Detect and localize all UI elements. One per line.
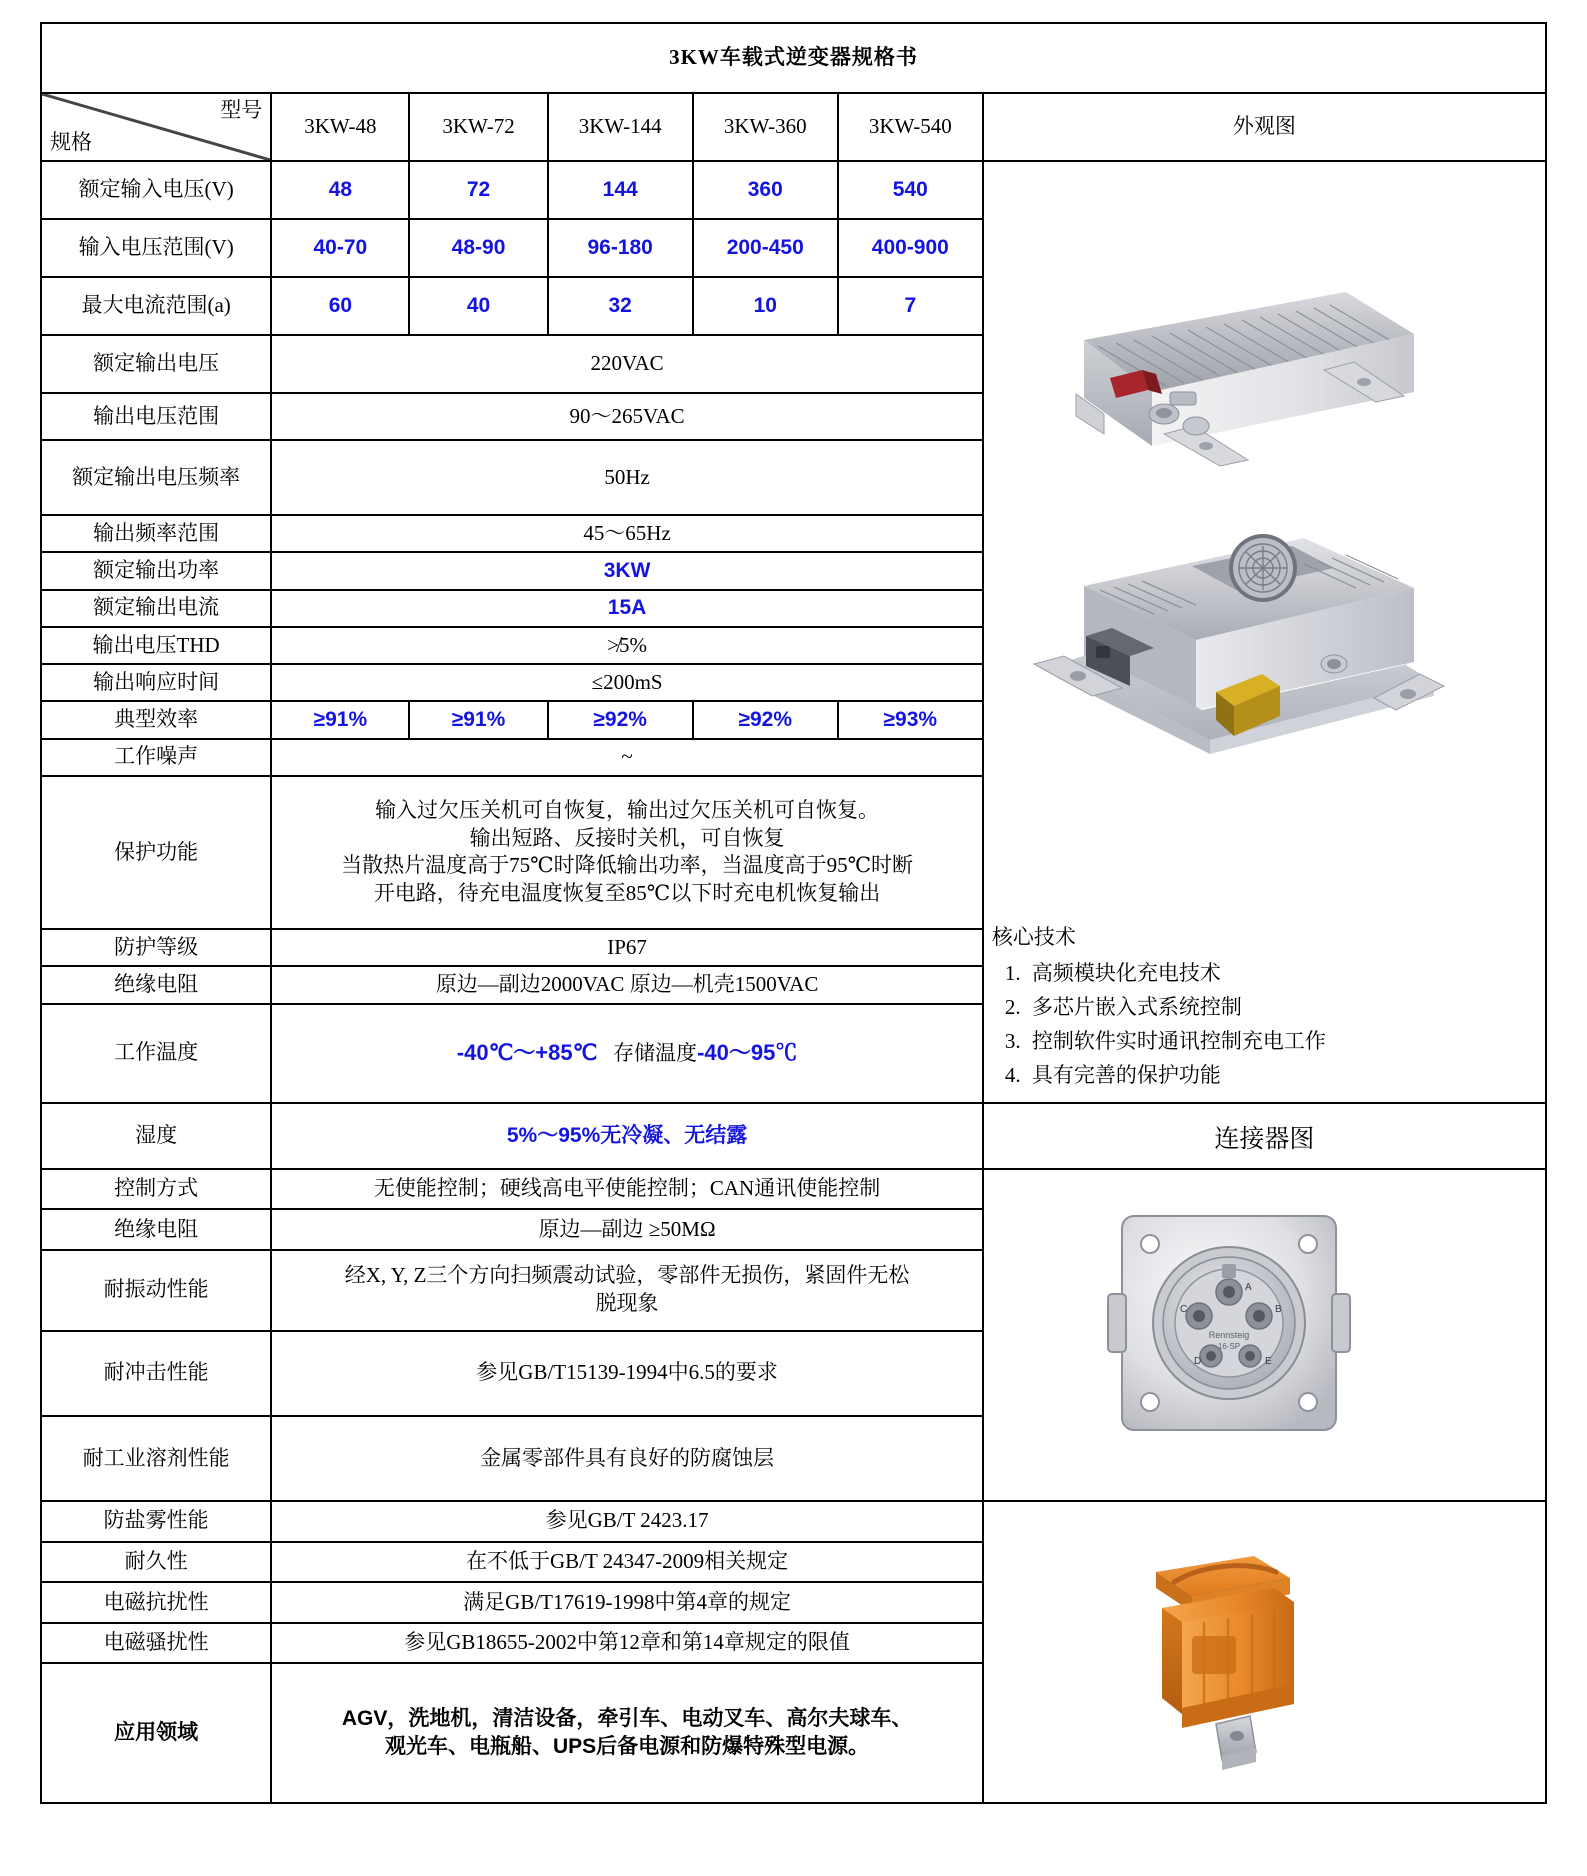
value-control-mode: 无使能控制；硬线高电平使能控制；CAN通讯使能控制	[271, 1169, 983, 1209]
label-protection: 保护功能	[41, 776, 271, 929]
value-typical-efficiency-4: ≥92%	[693, 701, 838, 738]
label-output-frequency-range: 输出频率范围	[41, 515, 271, 552]
value-rated-input-voltage-1: 48	[271, 161, 409, 219]
model-column-2: 3KW-72	[409, 93, 547, 161]
application-line-1: AGV，洗地机，清洁设备，牵引车、电动叉车、高尔夫球车、	[341, 1707, 913, 1731]
value-emc-emission: 参见GB18655-2002中第12章和第14章规定的限值	[271, 1623, 983, 1664]
label-salt-spray: 防盐雾性能	[41, 1501, 271, 1542]
value-rated-input-voltage-5: 540	[838, 161, 983, 219]
connector-panel-title-cell	[983, 1103, 1546, 1169]
core-technology-title: 核心技术	[991, 924, 1076, 949]
label-rated-input-voltage: 额定输入电压(V)	[41, 161, 271, 219]
value-rated-input-voltage-3: 144	[548, 161, 693, 219]
value-working-temperature	[271, 1004, 983, 1103]
value-rated-input-voltage-4: 360	[693, 161, 838, 219]
value-typical-efficiency-3: ≥92%	[548, 701, 693, 738]
value-max-current-range-3: 32	[548, 277, 693, 335]
value-input-voltage-range-3: 96-180	[548, 219, 693, 277]
value-input-voltage-range-4: 200-450	[693, 219, 838, 277]
label-vibration-resistance: 耐振动性能	[41, 1250, 271, 1331]
label-rated-output-voltage: 额定输出电压	[41, 335, 271, 393]
value-shock-resistance: 参见GB/T15139-1994中6.5的要求	[271, 1331, 983, 1416]
appearance-media-inner	[984, 162, 1545, 1102]
value-solvent-resistance: 金属零部件具有良好的防腐蚀层	[271, 1416, 983, 1501]
label-insulation-resistance-1: 绝缘电阻	[41, 966, 271, 1003]
value-application	[271, 1663, 983, 1803]
specification-table	[40, 22, 1547, 1804]
inverter-photo-finned	[1024, 274, 1434, 524]
label-output-voltage-thd: 输出电压THD	[41, 627, 271, 664]
model-header-row	[41, 93, 1546, 161]
application-line-2: 观光车、电瓶船、UPS后备电源和防爆特殊型电源。	[384, 1735, 870, 1759]
protection-line-1: 输入过欠压关机可自恢复，输出过欠压关机可自恢复。	[375, 798, 880, 823]
inverter-photo-fan	[1004, 514, 1454, 804]
label-typical-efficiency: 典型效率	[41, 701, 271, 738]
label-application: 应用领域	[41, 1663, 271, 1803]
value-rated-output-voltage: 220VAC	[271, 335, 983, 393]
svg-text:B: B	[1274, 1304, 1282, 1315]
value-input-voltage-range-5: 400-900	[838, 219, 983, 277]
model-column-4: 3KW-360	[693, 93, 838, 161]
value-insulation-resistance-2: 原边—副边 ≥50MΩ	[271, 1209, 983, 1249]
label-input-voltage-range: 输入电压范围(V)	[41, 219, 271, 277]
row-salt-spray	[41, 1501, 1546, 1542]
vibration-line-1: 经X, Y, Z三个方向扫频震动试验，零部件无损伤，紧固件无松	[344, 1263, 910, 1288]
protection-line-2: 输出短路、反接时关机，可自恢复	[469, 825, 785, 850]
label-insulation-resistance-2: 绝缘电阻	[41, 1209, 271, 1249]
connector-panel-title: 连接器图	[1214, 1125, 1315, 1153]
svg-text:A: A	[1244, 1282, 1252, 1293]
value-working-noise: ~	[271, 739, 983, 776]
value-typical-efficiency-2: ≥91%	[409, 701, 547, 738]
model-column-5: 3KW-540	[838, 93, 983, 161]
value-output-frequency-range: 45～65Hz	[271, 515, 983, 552]
value-protection-grade: IP67	[271, 929, 983, 966]
value-max-current-range-5: 7	[838, 277, 983, 335]
page-title: 3KW车载式逆变器规格书	[41, 23, 1546, 93]
value-protection	[271, 776, 983, 929]
orange-connector-image-cell	[983, 1501, 1546, 1803]
label-emc-immunity: 电磁抗扰性	[41, 1582, 271, 1623]
value-humidity: 5%～95%无冷凝、无结露	[271, 1103, 983, 1169]
value-output-response-time: ≤200mS	[271, 664, 983, 701]
label-protection-grade: 防护等级	[41, 929, 271, 966]
label-control-mode: 控制方式	[41, 1169, 271, 1209]
value-input-voltage-range-2: 48-90	[409, 219, 547, 277]
value-emc-immunity: 满足GB/T17619-1998中第4章的规定	[271, 1582, 983, 1623]
value-salt-spray: 参见GB/T 2423.17	[271, 1501, 983, 1542]
vibration-line-2: 脱现象	[595, 1291, 659, 1316]
appearance-panel-title: 外观图	[983, 93, 1546, 161]
storage-temperature-label: 存储温度	[613, 1041, 698, 1066]
protection-line-3: 当散热片温度高于75℃时降低输出功率，当温度高于95℃时断	[341, 853, 914, 878]
value-vibration-resistance	[271, 1250, 983, 1331]
connector-image-cell	[983, 1169, 1546, 1501]
value-max-current-range-1: 60	[271, 277, 409, 335]
label-output-response-time: 输出响应时间	[41, 664, 271, 701]
svg-text:C: C	[1179, 1304, 1188, 1315]
value-insulation-resistance-1: 原边—副边2000VAC 原边—机壳1500VAC	[271, 966, 983, 1003]
svg-text:D: D	[1193, 1356, 1202, 1367]
label-rated-output-power: 额定输出功率	[41, 552, 271, 589]
storage-temperature-range: -40～95℃	[697, 1040, 798, 1066]
core-technology-item-3: 3. 控制软件实时通讯控制充电工作	[1026, 1024, 1326, 1058]
core-technology-item-2: 2. 多芯片嵌入式系统控制	[1026, 990, 1326, 1024]
label-working-noise: 工作噪声	[41, 739, 271, 776]
row-control-mode	[41, 1169, 1546, 1209]
working-temperature-range: -40℃～+85℃	[456, 1040, 598, 1066]
value-typical-efficiency-1: ≥91%	[271, 701, 409, 738]
label-working-temperature: 工作温度	[41, 1004, 271, 1103]
label-solvent-resistance: 耐工业溶剂性能	[41, 1416, 271, 1501]
connector-brand-text: Rennsteig	[1208, 1330, 1250, 1340]
orange-connector-photo	[1104, 1538, 1344, 1778]
value-rated-output-current: 15A	[271, 590, 983, 627]
model-column-1: 3KW-48	[271, 93, 409, 161]
svg-text:E: E	[1264, 1356, 1272, 1367]
value-typical-efficiency-5: ≥93%	[838, 701, 983, 738]
model-column-3: 3KW-144	[548, 93, 693, 161]
spec-model-corner-cell	[41, 93, 271, 161]
label-rated-output-frequency: 额定输出电压频率	[41, 440, 271, 515]
model-corner-label: 型号	[220, 98, 263, 122]
label-rated-output-current: 额定输出电流	[41, 590, 271, 627]
row-rated-input-voltage	[41, 161, 1546, 219]
core-technology-item-1: 1. 高频模块化充电技术	[1026, 956, 1326, 990]
connector-photo	[1104, 1198, 1354, 1448]
core-technology-block	[992, 920, 1326, 1092]
value-output-voltage-thd: ≯5%	[271, 627, 983, 664]
value-rated-input-voltage-2: 72	[409, 161, 547, 219]
label-max-current-range: 最大电流范围(a)	[41, 277, 271, 335]
protection-line-4: 开电路，待充电温度恢复至85℃以下时充电机恢复输出	[373, 881, 881, 906]
orange-connector-media-inner	[984, 1502, 1545, 1802]
value-input-voltage-range-1: 40-70	[271, 219, 409, 277]
svg-text:16-SP: 16-SP	[1217, 1342, 1240, 1351]
label-emc-emission: 电磁骚扰性	[41, 1623, 271, 1664]
core-technology-item-4: 4. 具有完善的保护功能	[1026, 1058, 1326, 1092]
value-rated-output-frequency: 50Hz	[271, 440, 983, 515]
appearance-image-cell	[983, 161, 1546, 1103]
value-max-current-range-2: 40	[409, 277, 547, 335]
value-max-current-range-4: 10	[693, 277, 838, 335]
label-durability: 耐久性	[41, 1542, 271, 1583]
value-output-voltage-range: 90～265VAC	[271, 393, 983, 441]
connector-media-inner	[984, 1170, 1545, 1500]
row-humidity	[41, 1103, 1546, 1169]
core-technology-list	[992, 956, 1326, 1092]
value-rated-output-power: 3KW	[271, 552, 983, 589]
value-durability: 在不低于GB/T 24347-2009相关规定	[271, 1542, 983, 1583]
label-humidity: 湿度	[41, 1103, 271, 1169]
label-shock-resistance: 耐冲击性能	[41, 1331, 271, 1416]
label-output-voltage-range: 输出电压范围	[41, 393, 271, 441]
spec-corner-label: 规格	[50, 130, 92, 155]
title-row	[41, 23, 1546, 93]
